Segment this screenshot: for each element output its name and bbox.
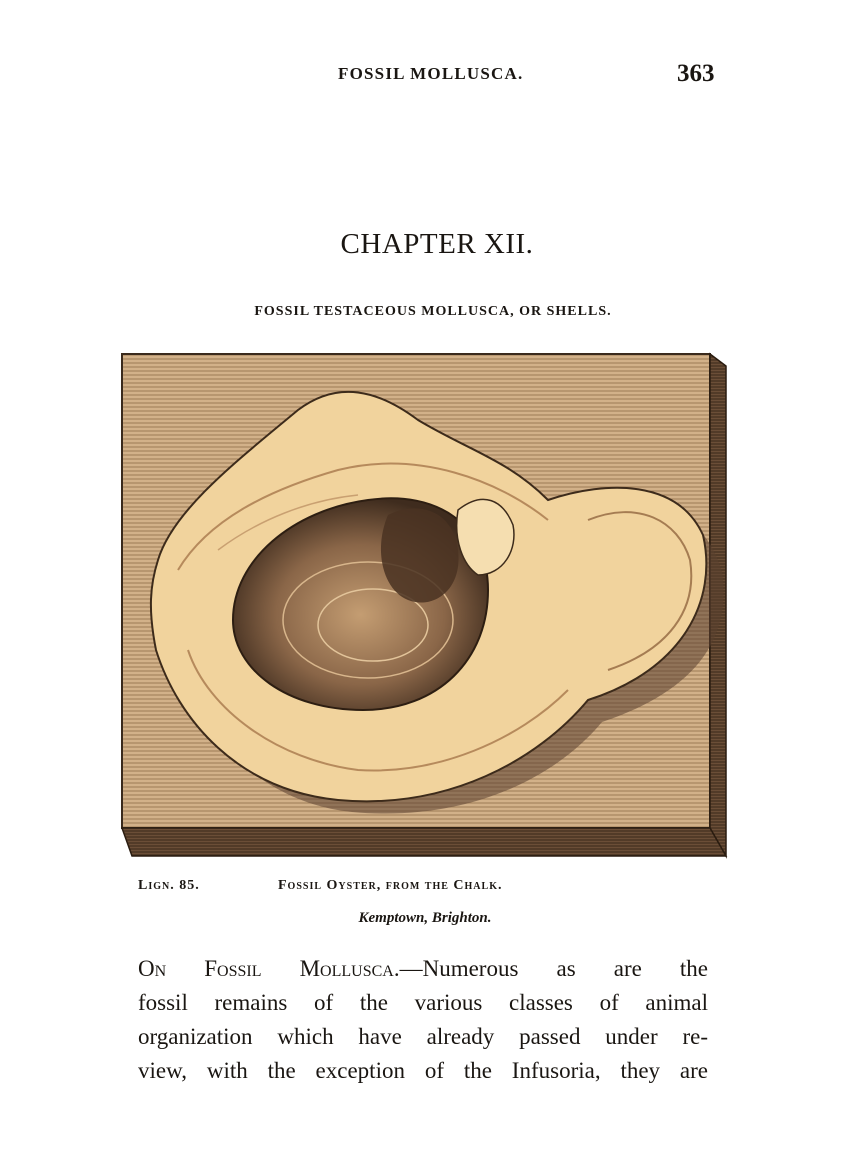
page-number: 363 <box>677 60 715 87</box>
figure-caption: Fossil Oyster, from the Chalk. <box>278 878 503 893</box>
fossil-oyster-illustration <box>118 350 730 860</box>
chapter-subtitle: FOSSIL TESTACEOUS MOLLUSCA, OR SHELLS. <box>254 304 612 319</box>
running-head <box>0 60 850 90</box>
running-title: FOSSIL MOLLUSCA. <box>338 64 524 83</box>
section-lead-in: On Fossil Mollusca. <box>138 956 400 981</box>
figure-label: Lign. 85. <box>138 878 200 893</box>
body-line-1 <box>138 952 708 986</box>
chapter-title: CHAPTER XII. <box>340 228 534 260</box>
body-line-1-rest: —Numerous as are the <box>399 956 708 981</box>
body-line-3: organization which have already passed under re- <box>138 1024 708 1049</box>
body-line-4: view, with the exception of the Infusoria, they are <box>138 1058 708 1083</box>
stone-block-front-edge <box>122 828 726 856</box>
figure-caption-row <box>138 878 738 900</box>
figure-sub-caption: Kemptown, Brighton. <box>358 910 492 926</box>
body-line-2: fossil remains of the various classes of animal <box>138 990 708 1015</box>
body-paragraph <box>138 952 708 1088</box>
